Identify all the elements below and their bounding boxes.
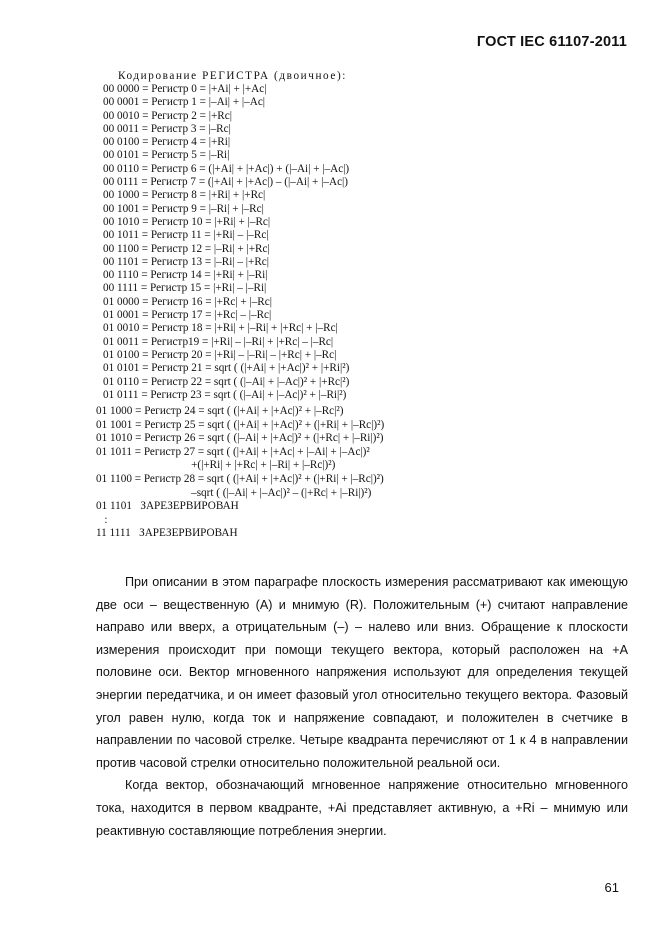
body-text bbox=[96, 571, 628, 842]
register-line: 00 0110 = Регистр 6 = (|+Ai| + |+Ac|) + (|–Ai| + |–Ac|) bbox=[103, 162, 350, 175]
register-line: 00 0111 = Регистр 7 = (|+Ai| + |+Ac|) – (|–Ai| + |–Ac|) bbox=[103, 176, 349, 189]
register-line: 00 0011 = Регистр 3 = |–Rc| bbox=[103, 122, 231, 135]
register-line: 11 1111 ЗАРЕЗЕРВИРОВАН bbox=[96, 527, 238, 540]
register-line: 00 1101 = Регистр 13 = |–Ri| – |+Rc| bbox=[103, 255, 269, 268]
register-coding-title: Кодирование РЕГИСТРА (двоичное): bbox=[118, 70, 347, 82]
register-line: 00 1100 = Регистр 12 = |–Ri| + |+Rc| bbox=[103, 242, 270, 255]
register-line: 00 1111 = Регистр 15 = |+Ri| – |–Ri| bbox=[103, 282, 267, 295]
standard-header: ГОСТ IEC 61107-2011 bbox=[476, 34, 627, 50]
page-number: 61 bbox=[604, 880, 619, 895]
register-line: 00 1010 = Регистр 10 = |+Ri| + |–Rc| bbox=[103, 215, 271, 228]
paragraph-first-quadrant: Когда вектор, обозначающий мгновенное напряжение относительно мгновенного тока, находится в первом квадранте, +Ai представляет активную, а +Ri – мнимую или реактивную составляющие потребления энергии. bbox=[96, 778, 628, 838]
register-line: –sqrt ( (|–Ai| + |–Ac|)² – (|+Rc| + |–Ri|)²) bbox=[96, 486, 372, 499]
register-line: 00 1011 = Регистр 11 = |+Ri| – |–Rc| bbox=[103, 229, 269, 242]
register-line: 00 0101 = Регистр 5 = |–Ri| bbox=[103, 149, 230, 162]
register-line: 01 0100 = Регистр 20 = |+Ri| – |–Ri| – |+Rc| + |–Rc| bbox=[103, 348, 337, 361]
register-list-b bbox=[96, 405, 384, 541]
register-line: 00 0010 = Регистр 2 = |+Rc| bbox=[103, 109, 232, 122]
register-line: 01 1000 = Регистр 24 = sqrt ( (|+Ai| + |+Ac|)² + |–Rc|²) bbox=[96, 405, 344, 417]
register-line: 01 0111 = Регистр 23 = sqrt ( (|–Ai| + |–Ac|)² + |–Ri|²) bbox=[103, 388, 347, 401]
register-list-a bbox=[103, 83, 349, 402]
register-line: 01 0101 = Регистр 21 = sqrt ( (|+Ai| + |+Ac|)² + |+Ri|²) bbox=[103, 362, 350, 375]
register-line: 01 1010 = Регистр 26 = sqrt ( (|–Ai| + |+Ac|)² + (|+Rc| + |–Ri|)²) bbox=[96, 432, 384, 445]
register-line: 00 1001 = Регистр 9 = |–Ri| + |–Rc| bbox=[103, 202, 264, 215]
register-line: 01 0001 = Регистр 17 = |+Rc| – |–Rc| bbox=[103, 309, 272, 322]
register-line: 00 1110 = Регистр 14 = |+Ri| + |–Ri| bbox=[103, 269, 268, 282]
register-line: 00 0001 = Регистр 1 = |–Ai| + |–Ac| bbox=[103, 96, 266, 109]
register-line: : bbox=[96, 513, 108, 526]
register-line: 01 1101 ЗАРЕЗЕРВИРОВАН bbox=[96, 500, 239, 513]
register-line: 01 0010 = Регистр 18 = |+Ri| + |–Ri| + |+Rc| + |–Rc| bbox=[103, 322, 338, 335]
paragraph-measurement-plane: При описании в этом параграфе плоскость измерения рассматривают как имеющую две оси – вещественную (A) и мнимую (R). Положительным (+) считают направление направо или вверх, а отрицательным (–) – налево или вниз. Обращение к плоскости измерения происходит при помощи текущего вектора, который расположен на +A половине оси. Вектор мгновенного напряжения используют для определения текущей энергии передатчика, и он имеет фазовый угол относительно текущего вектора. Фазовый угол равен нулю, когда ток и напряжение совпадают, и положителен в счетчике в направлении по часовой стрелке. Четыре квадранта перечисляют от 1 к 4 в направлении против часовой стрелки относительно положительной реальной оси. bbox=[96, 575, 628, 770]
register-line: 00 0000 = Регистр 0 = |+Ai| + |+Ac| bbox=[103, 83, 267, 95]
register-line: 00 0100 = Регистр 4 = |+Ri| bbox=[103, 136, 231, 149]
register-line: 01 1001 = Регистр 25 = sqrt ( (|+Ai| + |+Ac|)² + (|+Ri| + |–Rc|)²) bbox=[96, 418, 385, 431]
register-line: 00 1000 = Регистр 8 = |+Ri| + |+Rc| bbox=[103, 189, 266, 202]
register-line: 01 1100 = Регистр 28 = sqrt ( (|+Ai| + |+Ac|)² + (|+Ri| + |–Rc|)²) bbox=[96, 472, 384, 485]
register-line: 01 1011 = Регистр 27 = sqrt ( (|+Ai| + |+Ac| + |–Ai| + |–Ac|)² bbox=[96, 445, 370, 458]
register-line: 01 0110 = Регистр 22 = sqrt ( (|–Ai| + |–Ac|)² + |+Rc|²) bbox=[103, 375, 350, 388]
register-line: 01 0011 = Регистр19 = |+Ri| – |–Ri| + |+Rc| – |–Rc| bbox=[103, 335, 334, 348]
register-line: 01 0000 = Регистр 16 = |+Rc| + |–Rc| bbox=[103, 295, 272, 308]
register-line: +(|+Ri| + |+Rc| + |–Ri| + |–Rc|)²) bbox=[96, 459, 336, 472]
